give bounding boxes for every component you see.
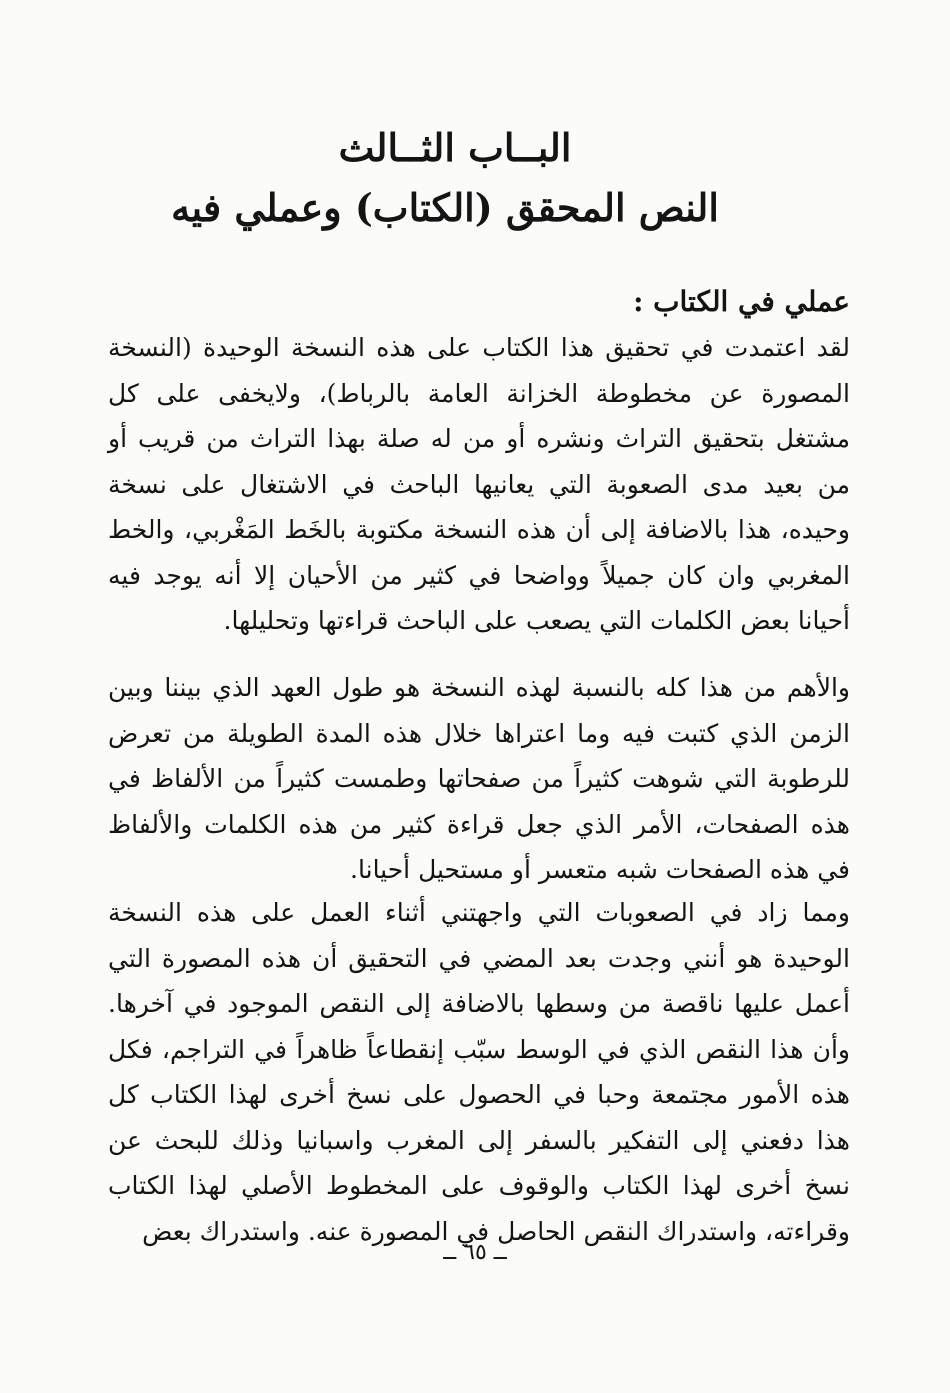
- paragraph: لقد اعتمدت في تحقيق هذا الكتاب على هذه النسخة الوحيدة (النسخة المصورة عن مخطوطة الخزانة العامة بالرباط)، ولايخفى على كل مشتغل بتحقيق التراث ونشره أو من له صلة بهذا التراث من قريب أو من بعيد مدى الصعوبة التي يعانيها الباحث في الاشتغال على نسخة وحيده، هذا بالاضافة إلى أن هذه النسخة مكتوبة بالخَط المَغْربي، والخط المغربي وان كان جميلاً وواضحا في كثير من الأحيان إلا أنه يوجد فيه أحيانا بعض الكلمات التي يصعب على الباحث قراءتها وتحليلها.: [108, 333, 850, 635]
- chapter-subtitle: النص المحقق (الكتاب) وعملي فيه: [171, 185, 719, 230]
- section-heading: عملي في الكتاب :: [633, 285, 850, 318]
- paragraph: ومما زاد في الصعوبات التي واجهتني أثناء العمل على هذه النسخة الوحيدة هو أنني وجدت بعد المضي في التحقيق أن هذه المصورة التي أعمل عليها ناقصة من وسطها بالاضافة إلى النقص الموجود في آخرها. وأن هذا النقص الذي في الوسط سبّب إنقطاعاً ظاهراً في التراجم، فكل هذه الأمور مجتمعة وحبا في الحصول على نسخ أخرى لهذا الكتاب كل هذا دفعني إلى التفكير بالسفر إلى المغرب واسبانيا وذلك للبحث عن نسخ أخرى لهذا الكتاب والوقوف على المخطوط الأصلي لهذا الكتاب وقراءته، واستدراك النقص الحاصل في المصورة عنه. واستدراك بعض: [108, 898, 850, 1246]
- chapter-heading: [100, 118, 850, 238]
- page-number: ــ ٦٥ ــ: [443, 1240, 507, 1265]
- chapter-title: البــاب الثــالث: [338, 125, 572, 170]
- paragraph: والأهم من هذا كله بالنسبة لهذه النسخة هو طول العهد الذي بيننا وبين الزمن الذي كتبت فيه وما اعتراها خلال هذه المدة الطويلة من تعرض للرطوبة التي شوهت كثيراً من صفحاتها وطمست كثيراً من الألفاظ في هذه الصفحات، الأمر الذي جعل قراءة كثير من هذه الكلمات والألفاظ في هذه الصفحات شبه متعسر أو مستحيل أحيانا.: [108, 673, 850, 884]
